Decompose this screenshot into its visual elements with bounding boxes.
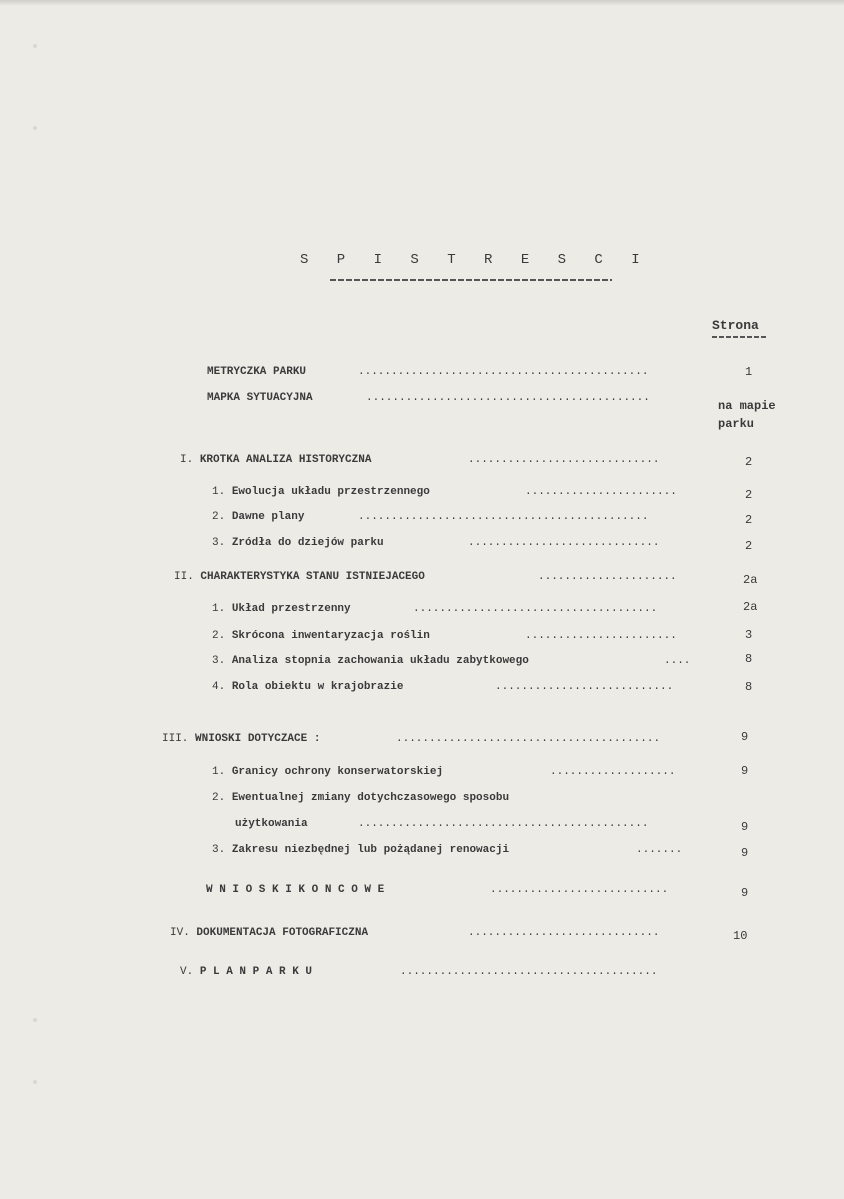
paper-top-edge	[0, 0, 844, 6]
toc-section	[206, 883, 384, 897]
toc-subentry	[212, 680, 403, 694]
toc-section-label: P L A N P A R K U	[199, 966, 313, 978]
toc-subentry-label: użytkowania	[235, 818, 308, 830]
leader-dots: .......................................	[400, 966, 658, 978]
leader-dots: ...................	[550, 766, 676, 778]
toc-subentry-label: Zakresu niezbędnej lub pożądanej renowacji	[231, 844, 510, 856]
toc-section-numeral: V.	[180, 966, 194, 978]
leader-dots: .............................	[468, 927, 660, 939]
toc-subentry	[212, 510, 304, 524]
toc-entry-label: MAPKA SYTUACYJNA	[207, 392, 313, 404]
toc-entry-page: 1	[745, 365, 753, 379]
toc-subentry-label: Układ przestrzenny	[231, 603, 351, 615]
toc-subentry-numeral: 2.	[212, 511, 226, 523]
toc-entry-page: 2a	[743, 600, 758, 614]
toc-entry-page: 8	[745, 680, 753, 694]
title-underline	[330, 279, 612, 281]
toc-subentry-label: Rola obiektu w krajobrazie	[231, 681, 404, 693]
toc-entry	[207, 391, 313, 405]
leader-dots: .....................	[538, 571, 677, 583]
toc-subentry-numeral: 4.	[212, 681, 226, 693]
leader-dots: .......	[636, 844, 683, 856]
toc-subentry	[212, 765, 443, 779]
toc-subentry-numeral: 3.	[212, 537, 226, 549]
leader-dots: .....................................	[413, 603, 658, 615]
toc-subentry	[212, 485, 430, 499]
punch-hole-mark	[33, 44, 37, 48]
toc-entry-page: 2	[745, 539, 753, 553]
toc-subentry-numeral: 3.	[212, 655, 226, 667]
toc-section	[174, 570, 425, 584]
page-column-header: Strona	[712, 318, 759, 333]
toc-entry-page: 9	[741, 846, 749, 860]
toc-entry-page: 9	[741, 820, 749, 834]
toc-subentry-numeral: 1.	[212, 603, 226, 615]
leader-dots: .............................	[468, 537, 660, 549]
toc-subentry-numeral: 2.	[212, 630, 226, 642]
toc-subentry-label: Dawne plany	[231, 511, 305, 523]
toc-subentry	[212, 602, 351, 616]
toc-entry	[207, 365, 306, 379]
leader-dots: ........................................	[396, 733, 661, 745]
punch-hole-mark	[33, 1018, 37, 1022]
toc-subentry-numeral: 3.	[212, 844, 226, 856]
toc-entry-page: na mapie	[718, 399, 776, 413]
toc-subentry-label: Ewentualnej zmiany dotychczasowego sposobu	[231, 792, 510, 804]
toc-subentry-label: Ewolucja układu przestrzennego	[231, 486, 430, 498]
leader-dots: .......................	[525, 630, 677, 642]
toc-section-label: KROTKA ANALIZA HISTORYCZNA	[199, 454, 372, 466]
punch-hole-mark	[33, 1080, 37, 1084]
toc-subentry-label: Zródła do dziejów parku	[231, 537, 384, 549]
leader-dots: .............................	[468, 454, 660, 466]
toc-entry-page: 9	[741, 764, 749, 778]
toc-section-label: WNIOSKI DOTYCZACE :	[195, 733, 321, 745]
toc-section	[180, 965, 312, 979]
toc-section-numeral: IV.	[170, 927, 190, 939]
toc-entry-label: METRYCZKA PARKU	[207, 366, 307, 378]
toc-entry-page: 3	[745, 628, 753, 642]
toc-subentry-continuation	[235, 817, 308, 831]
leader-dots: ....	[664, 655, 691, 667]
toc-subentry	[212, 654, 529, 668]
toc-section-numeral: I.	[180, 454, 194, 466]
toc-section-numeral: II.	[174, 571, 194, 583]
toc-entry-page: 9	[741, 730, 749, 744]
toc-section-label: CHARAKTERYSTYKA STANU ISTNIEJACEGO	[200, 571, 425, 583]
toc-entry-page: 2	[745, 488, 753, 502]
toc-entry-page: 8	[745, 652, 753, 666]
page-title: S P I S T R E S C I	[300, 252, 650, 268]
toc-entry-page: 2	[745, 513, 753, 527]
leader-dots: ...........................	[490, 884, 669, 896]
toc-section-numeral: III.	[162, 733, 189, 745]
toc-section	[180, 453, 371, 467]
leader-dots: ............................................	[358, 366, 649, 378]
toc-subentry-numeral: 2.	[212, 792, 226, 804]
toc-subentry-numeral: 1.	[212, 486, 226, 498]
toc-subentry-label: Analiza stopnia zachowania układu zabytkowego	[231, 655, 529, 667]
leader-dots: ............................................	[358, 818, 649, 830]
toc-entry-page: 2	[745, 455, 753, 469]
punch-hole-mark	[33, 126, 37, 130]
leader-dots: ............................................	[358, 511, 649, 523]
toc-section	[162, 732, 320, 746]
toc-entry-page: 10	[733, 929, 748, 943]
leader-dots: ...........................................	[366, 392, 650, 404]
toc-section-label: W N I O S K I K O N C O W E	[206, 884, 385, 896]
toc-subentry-label: Skrócona inwentaryzacja roślin	[231, 630, 430, 642]
leader-dots: ...........................	[495, 681, 674, 693]
toc-subentry	[212, 536, 384, 550]
toc-subentry-numeral: 1.	[212, 766, 226, 778]
toc-subentry-label: Granicy ochrony konserwatorskiej	[231, 766, 444, 778]
toc-section	[170, 926, 368, 940]
page-column-underline	[712, 336, 768, 338]
toc-entry-page: 9	[741, 886, 749, 900]
toc-section-label: DOKUMENTACJA FOTOGRAFICZNA	[196, 927, 369, 939]
toc-entry-page-line2: parku	[718, 417, 755, 431]
leader-dots: .......................	[525, 486, 677, 498]
toc-subentry	[212, 629, 430, 643]
toc-entry-page: 2a	[743, 573, 758, 587]
toc-subentry	[212, 791, 509, 805]
toc-subentry	[212, 843, 509, 857]
